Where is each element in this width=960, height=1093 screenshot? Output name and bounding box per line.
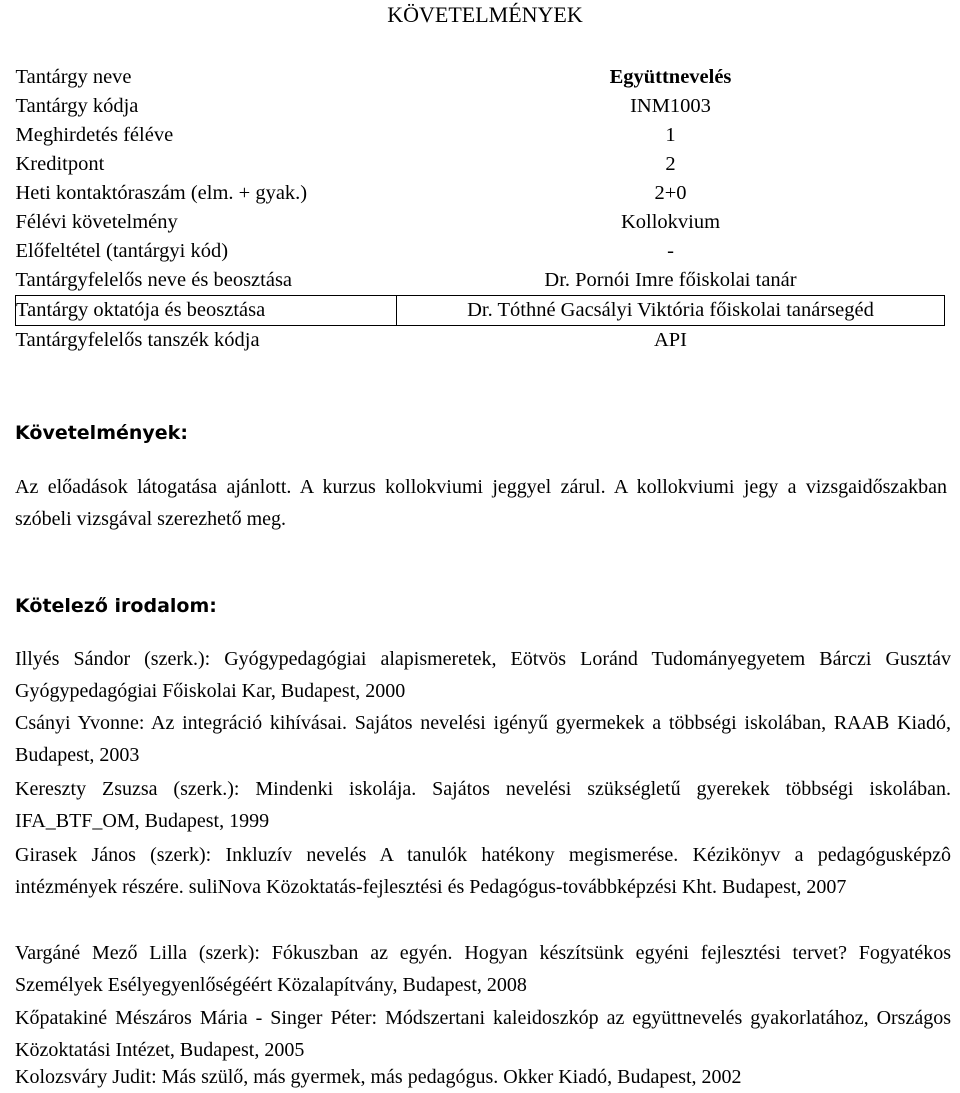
field-value: API: [653, 329, 688, 351]
course-info-table: [15, 63, 945, 355]
course-info-row: [16, 266, 945, 296]
field-label: Meghirdetés féléve: [15, 124, 174, 146]
field-value: Dr. Tóthné Gacsályi Viktória főiskolai tanársegéd: [397, 296, 945, 326]
field-value: 2+0: [654, 182, 687, 204]
reference-item: Girasek János (szerk): Inkluzív nevelés A tanulók hatékony megismerése. Kézikönyv a pedagógusképzô intézmények részére. suliNova Közoktatás-fejlesztési és Pedagógus-továbbképzési Kht. Budapest, 2007: [15, 844, 951, 898]
course-info-row: [16, 92, 945, 121]
course-info-row: [16, 179, 945, 208]
field-label: Előfeltétel (tantárgyi kód): [15, 240, 229, 262]
field-value: Kollokvium: [620, 211, 721, 233]
field-value: -: [667, 240, 674, 262]
reference-item: Kolozsváry Judit: Más szülő, más gyermek, más pedagógus. Okker Kiadó, Budapest, 2002: [15, 1066, 742, 1088]
course-info-row: [16, 63, 945, 92]
field-label: Heti kontaktóraszám (elm. + gyak.): [15, 182, 308, 204]
field-label: Tantárgy kódja: [15, 95, 139, 117]
literature-heading: Kötelező irodalom:: [15, 595, 217, 617]
field-label: Tantárgy oktatója és beosztása: [16, 296, 397, 326]
field-value: Dr. Pornói Imre főiskolai tanár: [544, 269, 797, 291]
page-title: KÖVETELMÉNYEK: [387, 2, 583, 27]
reference-item: Kereszty Zsuzsa (szerk.): Mindenki iskolája. Sajátos nevelési szükségletű gyerekek többségi iskolában. IFA_BTF_OM, Budapest, 1999: [15, 778, 951, 832]
field-label: Félévi követelmény: [15, 211, 178, 233]
reference-item: Kőpatakiné Mészáros Mária - Singer Péter: Módszertani kaleidoszkóp az együttnevelés gyakorlatához, Országos Közoktatási Intézet, Budapest, 2005: [15, 1007, 951, 1061]
reference-item: Vargáné Mező Lilla (szerk): Fókuszban az egyén. Hogyan készítsünk egyéni fejlesztési tervet? Fogyatékos Személyek Esélyegyenlőségéért Közalapítvány, Budapest, 2008: [15, 942, 951, 996]
field-value: 2: [665, 153, 676, 175]
requirements-heading: Követelmények:: [15, 422, 188, 444]
requirements-text: Az előadások látogatása ajánlott. A kurzus kollokviumi jeggyel zárul. A kollokviumi jegy a vizsgaidőszakban szóbeli vizsgával szerezhető meg.: [15, 476, 947, 530]
course-info-row: [16, 237, 945, 266]
course-info-row: [16, 326, 945, 356]
field-label: Tantárgyfelelős tanszék kódja: [15, 329, 260, 351]
course-info-row: [16, 150, 945, 179]
field-value: INM1003: [630, 95, 711, 117]
reference-item: Csányi Yvonne: Az integráció kihívásai. Sajátos nevelési igényű gyermekek a többségi iskolában, RAAB Kiadó, Budapest, 2003: [15, 712, 951, 766]
reference-item: Illyés Sándor (szerk.): Gyógypedagógiai alapismeretek, Eötvös Loránd Tudományegyetem Bárczi Gusztáv Gyógypedagógiai Főiskolai Kar, Budapest, 2000: [15, 648, 951, 702]
course-info-row: [16, 296, 945, 326]
field-label: Tantárgyfelelős neve és beosztása: [15, 269, 293, 291]
field-value: Együttnevelés: [609, 66, 732, 88]
course-info-row: [16, 208, 945, 237]
course-info-row: [16, 121, 945, 150]
field-label: Tantárgy neve: [15, 66, 132, 88]
field-value: 1: [665, 124, 676, 146]
field-label: Kreditpont: [15, 153, 105, 175]
